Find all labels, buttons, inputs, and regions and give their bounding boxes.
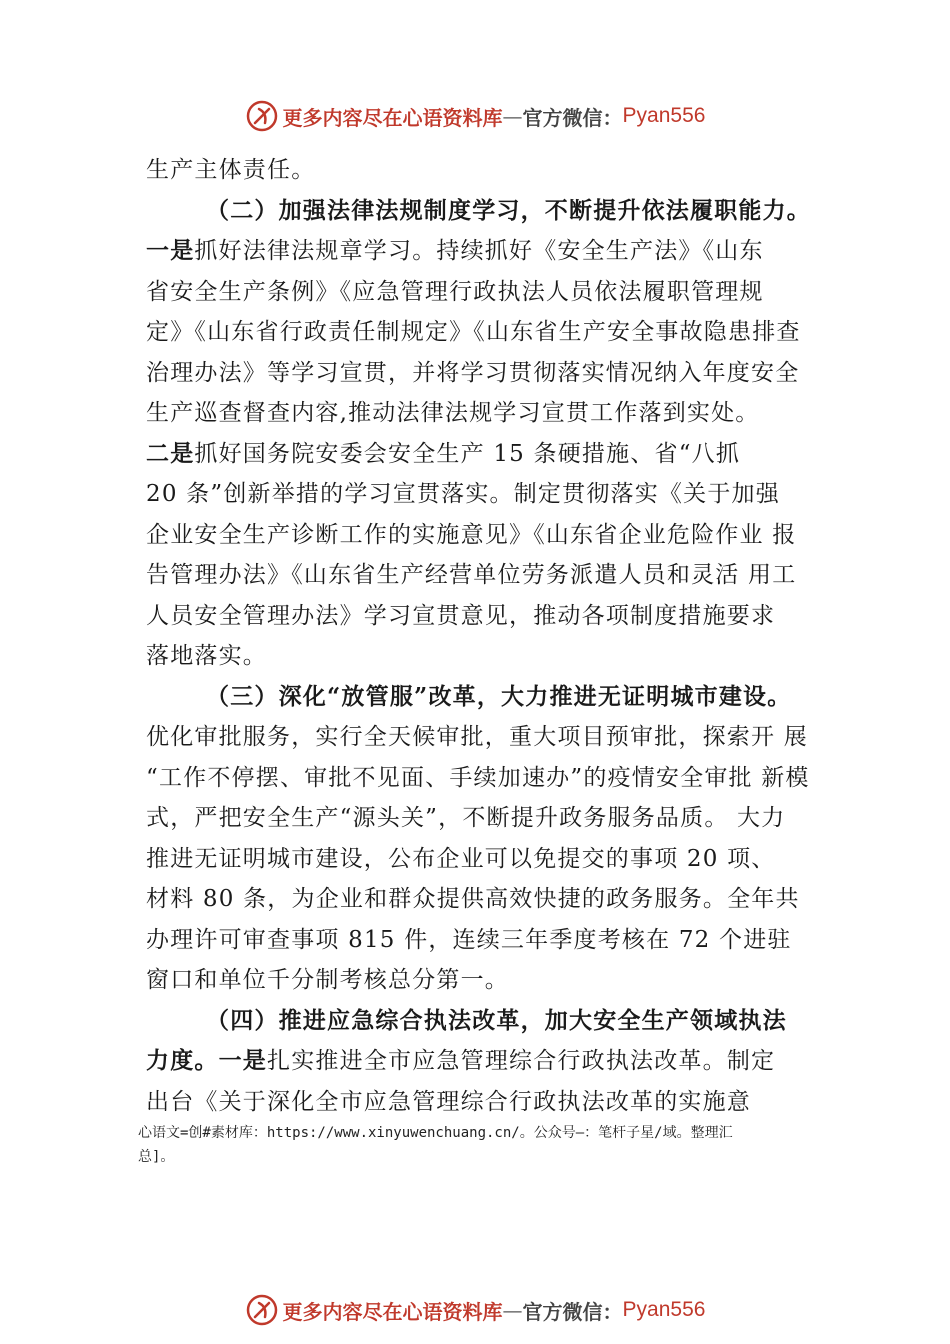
emphasis-label: 一是 <box>218 1047 268 1074</box>
text-line: 窗口和单位千分制考核总分第一。 <box>146 967 509 993</box>
text-span: 抓好法律法规章学习。持续抓好《安全生产法》《山东 <box>194 238 764 264</box>
source-note <box>138 1121 842 1169</box>
text-line: 材料 80 条，为企业和群众提供高效快捷的政务服务。全年共 <box>146 886 800 912</box>
document-body <box>146 150 836 1122</box>
banner-title: 更多内容尽在心语资料库 <box>282 1299 503 1324</box>
banner-dash: — <box>502 104 523 128</box>
heading-tail: 力度。 <box>146 1047 219 1074</box>
source-note-line: 总]。 <box>138 1149 175 1165</box>
section-heading-4: （四）推进应急综合执法改革，加大安全生产领域执法 <box>206 1006 787 1034</box>
brand-logo-icon <box>245 99 279 133</box>
text-line: 生产巡查督查内容,推动法律法规学习宣贯工作落到实处。 <box>146 400 760 426</box>
text-line <box>146 231 836 272</box>
text-line: 式，严把安全生产“源头关”，不断提升政务服务品质。 大力 <box>146 805 786 831</box>
section-heading-3: （三）深化“放管服”改革，大力推进无证明城市建设。 <box>206 682 792 710</box>
text-line: 定》《山东省行政责任制规定》《山东省生产安全事故隐患排查 <box>146 319 801 345</box>
text-line: 落地落实。 <box>146 643 267 669</box>
source-note-line: 心语文=创#素材库：https://www.xinyuwenchuang.cn/。公众号—：笔杆子星/域。整理汇 <box>138 1125 733 1141</box>
section-heading-2: （二）加强法律法规制度学习，不断提升依法履职能力。 <box>206 196 811 224</box>
text-line: 办理许可审查事项 815 件，连续三年季度考核在 72 个进驻 <box>146 926 792 953</box>
banner-wechat-id: Pyan556 <box>622 104 706 127</box>
text-line: “工作不停摆、审批不见面、手续加速办”的疫情安全审批 新模 <box>146 764 810 791</box>
text-span: 扎实推进全市应急管理综合行政执法改革。制定 <box>267 1048 776 1074</box>
banner-title: 更多内容尽在心语资料库 <box>282 105 503 130</box>
text-span: 抓好国务院安委会安全生产 15 条硬措施、省“八抓 <box>194 440 741 467</box>
banner-wechat-id: Pyan556 <box>622 1298 706 1321</box>
text-line: 企业安全生产诊断工作的实施意见》《山东省企业危险作业 报 <box>146 521 797 548</box>
header-banner <box>0 96 950 136</box>
banner-dash: — <box>502 1298 523 1322</box>
banner-wechat-label: 官方微信： <box>522 105 623 130</box>
text-line <box>146 434 836 475</box>
banner-wechat-label: 官方微信： <box>522 1299 623 1324</box>
text-line: 人员安全管理办法》学习宣贯意见，推动各项制度措施要求 <box>146 602 776 629</box>
text-line <box>146 1041 836 1082</box>
text-line: 治理办法》等学习宣贯，并将学习贯彻落实情况纳入年度安全 <box>146 359 800 386</box>
emphasis-label: 二是 <box>146 439 195 467</box>
emphasis-label: 一是 <box>146 237 195 264</box>
text-line: 出台《关于深化全市应急管理综合行政执法改革的实施意 <box>146 1088 751 1115</box>
text-line: 20 条”创新举措的学习宣贯落实。制定贯彻落实《关于加强 <box>146 481 780 507</box>
text-line: 推进无证明城市建设，公布企业可以免提交的事项 20 项、 <box>146 845 776 872</box>
text-line: 优化审批服务，实行全天候审批，重大项目预审批，探索开 展 <box>146 724 808 750</box>
text-line: 生产主体责任。 <box>146 157 316 183</box>
footer-banner <box>0 1290 950 1330</box>
text-line: 省安全生产条例》《应急管理行政执法人员依法履职管理规 <box>146 278 764 305</box>
brand-logo-icon <box>245 1293 279 1327</box>
text-line: 告管理办法》《山东省生产经营单位劳务派遣人员和灵活 用工 <box>146 562 797 588</box>
